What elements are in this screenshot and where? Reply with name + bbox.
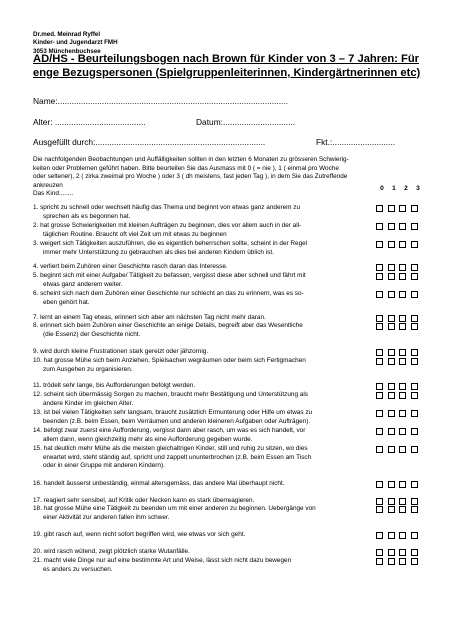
- rating-checkbox-1[interactable]: [388, 264, 395, 271]
- question-text: 13. ist bei vielen Tätigkeiten sehr langsam, braucht zusätzlich Ermunterung oder Hilfe um etwas zu: [33, 409, 313, 416]
- rating-checkbox-3[interactable]: [411, 446, 418, 453]
- rating-checkboxes: [376, 205, 418, 212]
- rating-checkbox-3[interactable]: [411, 205, 418, 212]
- rating-checkbox-0[interactable]: [376, 241, 383, 248]
- question-item: [33, 427, 373, 444]
- rating-checkbox-2[interactable]: [399, 223, 406, 230]
- question-text: 19. gibt rasch auf, wenn nicht sofort begriffen wird, wie etwas vor sich geht.: [33, 531, 246, 538]
- question-item: [33, 480, 373, 489]
- doctor-specialty: Kinder- und Jugendarzt FMH: [33, 39, 118, 47]
- rating-checkbox-3[interactable]: [411, 223, 418, 230]
- rating-checkbox-3[interactable]: [411, 241, 418, 248]
- question-text: sprechen als es begonnen hat.: [43, 212, 131, 220]
- doctor-location: 3053 Münchenbuchsee: [33, 47, 101, 55]
- question-item: [33, 382, 373, 391]
- question-text: 17. reagiert sehr sensibel, auf Kritik oder Necken kann es stark überreagieren.: [33, 497, 255, 504]
- rating-checkboxes: [376, 410, 418, 417]
- question-text: 21. macht viele Dinge nur auf eine bestimmte Art und Weise, lässt sich nicht dazu bewegen: [33, 557, 292, 564]
- instructions-line: Das Kind........: [33, 190, 74, 198]
- rating-checkbox-0[interactable]: [376, 223, 383, 230]
- rating-checkbox-3[interactable]: [411, 549, 418, 556]
- question-text: es anders zu versuchen.: [43, 565, 113, 573]
- rating-checkbox-3[interactable]: [411, 410, 418, 417]
- rating-checkbox-2[interactable]: [399, 549, 406, 556]
- scale-label-2: 2: [404, 185, 408, 192]
- rating-checkboxes: [376, 323, 418, 330]
- question-text: täglichen Routine. Braucht oft viel Zeit um mit etwas zu beginnen: [43, 230, 227, 238]
- rating-checkbox-1[interactable]: [388, 205, 395, 212]
- rating-checkbox-0[interactable]: [376, 323, 383, 330]
- function-field[interactable]: Fkt.:...........................: [316, 137, 396, 147]
- rating-checkbox-2[interactable]: [399, 392, 406, 399]
- question-text: 8. erinnert sich beim Zuhören einer Geschichte an einige Details, begreift aber das Wesentliche: [33, 322, 303, 329]
- rating-checkbox-0[interactable]: [376, 446, 383, 453]
- rating-checkbox-2[interactable]: [399, 558, 406, 565]
- question-item: [33, 272, 373, 289]
- rating-checkboxes: [376, 358, 418, 365]
- rating-checkbox-2[interactable]: [399, 410, 406, 417]
- title-line-2: enge Bezugspersonen (Spielgruppenleiterinnen, Kindergärtnerinnen etc): [33, 66, 421, 79]
- question-item: [33, 445, 373, 471]
- doctor-name: Dr.med. Meinrad Ryffel: [33, 31, 101, 38]
- rating-checkbox-3[interactable]: [411, 358, 418, 365]
- rating-checkbox-1[interactable]: [388, 428, 395, 435]
- rating-checkbox-2[interactable]: [399, 481, 406, 488]
- rating-checkbox-2[interactable]: [399, 498, 406, 505]
- scale-label-1: 1: [392, 185, 396, 192]
- rating-checkbox-1[interactable]: [388, 549, 395, 556]
- rating-checkbox-0[interactable]: [376, 558, 383, 565]
- rating-checkbox-0[interactable]: [376, 205, 383, 212]
- question-text: 1. spricht zu schnell oder wechselt häufig das Thema und beginnt von etwas ganz anderem zu: [33, 204, 301, 211]
- question-text: erwartet wird, steht ständig auf, spricht und zappelt ununterbrochen (z.B. beim Essen am Tisch: [43, 453, 312, 461]
- rating-checkbox-2[interactable]: [399, 273, 406, 280]
- question-text: oder in einer Gruppe mit anderen Kindern).: [43, 462, 165, 470]
- age-field[interactable]: Alter: .......................................: [33, 117, 146, 127]
- rating-checkboxes: [376, 498, 418, 505]
- rating-checkbox-0[interactable]: [376, 349, 383, 356]
- question-text: 2. hat grosse Schwierigkeiten mit kleinen Aufträgen zu beginnen, dies vor allem auch in der all-: [33, 222, 302, 229]
- instructions-line: Die nachfolgenden Beobachtungen und Auffälligkeiten sollten in den letzten 6 Monaten zu grösseren Schwierig-: [33, 156, 349, 163]
- rating-checkbox-2[interactable]: [399, 205, 406, 212]
- rating-checkbox-0[interactable]: [376, 532, 383, 539]
- rating-checkbox-1[interactable]: [388, 291, 395, 298]
- rating-checkboxes: [376, 558, 418, 565]
- question-text: 7. lernt an einem Tag etwas, erinnert sich aber am nächsten Tag nicht mehr daran.: [33, 314, 266, 321]
- rating-checkbox-1[interactable]: [388, 323, 395, 330]
- question-text: 4. verliert beim Zuhören einer Geschichte rasch daran das Interesse.: [33, 263, 228, 270]
- rating-checkbox-2[interactable]: [399, 241, 406, 248]
- question-text: 3. weigert sich Tätigkeiten auszuführen, die es eigentlich beherrschen sollte, scheint in der Regel: [33, 240, 308, 247]
- rating-checkbox-3[interactable]: [411, 428, 418, 435]
- rating-checkbox-1[interactable]: [388, 481, 395, 488]
- rating-checkbox-3[interactable]: [411, 383, 418, 390]
- rating-checkboxes: [376, 291, 418, 298]
- date-field[interactable]: Datum:...............................: [196, 117, 296, 127]
- rating-checkbox-3[interactable]: [411, 323, 418, 330]
- rating-checkbox-1[interactable]: [388, 498, 395, 505]
- question-item: [33, 322, 373, 339]
- rating-checkbox-0[interactable]: [376, 392, 383, 399]
- rating-checkbox-1[interactable]: [388, 383, 395, 390]
- rating-checkbox-0[interactable]: [376, 383, 383, 390]
- rating-checkbox-2[interactable]: [399, 446, 406, 453]
- rating-checkbox-3[interactable]: [411, 506, 418, 513]
- question-item: [33, 391, 373, 408]
- rating-checkbox-0[interactable]: [376, 498, 383, 505]
- rating-checkboxes: [376, 549, 418, 556]
- question-text: eben gehört hat.: [43, 298, 90, 306]
- rating-checkbox-1[interactable]: [388, 532, 395, 539]
- question-text: etwas ganz anderem weiter.: [43, 280, 123, 288]
- question-text: 11. trödelt sehr lange, bis Aufforderungen befolgt werden.: [33, 382, 196, 389]
- rating-checkbox-0[interactable]: [376, 291, 383, 298]
- rating-checkbox-2[interactable]: [399, 291, 406, 298]
- question-text: 20. wird rasch wütend, zeigt plötzlich starke Wutanfälle.: [33, 548, 190, 555]
- rating-checkbox-0[interactable]: [376, 506, 383, 513]
- rating-checkbox-1[interactable]: [388, 315, 395, 322]
- question-text: einer Aktivität zur anderen fallen ihm schwer.: [43, 513, 170, 521]
- question-text: 15. hat deutlich mehr Mühe als die meisten gleichaltrigen Kinder, still und ruhig zu sitzen, wo dies: [33, 445, 308, 452]
- rating-checkbox-2[interactable]: [399, 506, 406, 513]
- question-item: [33, 222, 373, 239]
- question-item: [33, 505, 373, 522]
- rating-checkboxes: [376, 392, 418, 399]
- instructions-line: oder seltener), 2 ( zirka zweimal pro Woche ) oder 3 ( dh meistens, fast jeden Tag ), in dem Sie das Zutreffende: [33, 173, 348, 181]
- rating-checkboxes: [376, 273, 418, 280]
- rating-checkboxes: [376, 481, 418, 488]
- question-text: 9. wird durch kleine Frustrationen stark gereizt oder jähzornig.: [33, 348, 209, 355]
- rating-checkbox-0[interactable]: [376, 315, 383, 322]
- rating-checkboxes: [376, 264, 418, 271]
- question-text: 16. handelt äusserst unbeständig, einmal altersgemäss, das andere Mal überhaupt nicht.: [33, 480, 285, 487]
- question-item: [33, 409, 373, 426]
- question-item: [33, 557, 373, 574]
- question-text: 12. scheint sich übermässig Sorgen zu machen, braucht mehr Bestätigung und Unterstützung als: [33, 391, 308, 398]
- rating-checkboxes: [376, 349, 418, 356]
- rating-checkbox-3[interactable]: [411, 532, 418, 539]
- question-text: allem dann, wenn gleichzeitig mehr als eine Aufforderung gegeben wurde.: [43, 435, 253, 443]
- question-item: [33, 263, 373, 272]
- rating-checkbox-1[interactable]: [388, 410, 395, 417]
- question-text: andere Kinder im gleichen Alter.: [43, 399, 134, 407]
- question-item: [33, 348, 373, 357]
- rating-checkbox-1[interactable]: [388, 241, 395, 248]
- question-text: beenden (z.B. beim Essen, beim Verräumen und anderen kleineren Aufgaben oder Aufträgen).: [43, 417, 311, 425]
- question-item: [33, 290, 373, 307]
- rating-checkbox-0[interactable]: [376, 410, 383, 417]
- question-text: zum Ausgehen zu organisieren.: [43, 365, 133, 373]
- rating-checkbox-2[interactable]: [399, 383, 406, 390]
- rating-checkbox-1[interactable]: [388, 349, 395, 356]
- rating-checkboxes: [376, 428, 418, 435]
- rating-checkbox-1[interactable]: [388, 446, 395, 453]
- question-item: [33, 357, 373, 374]
- rating-checkbox-2[interactable]: [399, 428, 406, 435]
- rating-checkbox-3[interactable]: [411, 349, 418, 356]
- question-text: 6. scheint sich nach dem Zuhören einer Geschichte nur schlecht an das zu erinnern, was es so-: [33, 290, 304, 297]
- rating-checkboxes: [376, 241, 418, 248]
- rating-checkbox-1[interactable]: [388, 358, 395, 365]
- question-text: 5. beginnt sich mit einer Aufgabe/ Tätigkeit zu befassen, vergisst diese aber schnell und fährt mit: [33, 272, 306, 279]
- rating-checkboxes: [376, 383, 418, 390]
- rating-checkbox-0[interactable]: [376, 549, 383, 556]
- scale-label-3: 3: [416, 185, 420, 192]
- title-line-1: AD/HS - Beurteilungsbogen nach Brown für Kinder von 3 – 7 Jahren: Für: [33, 53, 420, 65]
- rating-checkbox-3[interactable]: [411, 498, 418, 505]
- rating-checkbox-2[interactable]: [399, 349, 406, 356]
- rating-checkbox-1[interactable]: [388, 273, 395, 280]
- rating-checkbox-3[interactable]: [411, 291, 418, 298]
- question-text: 10. hat grosse Mühe sich beim Anziehen, Spielsachen wegräumen oder beim sich Fertigmachen: [33, 357, 306, 364]
- rating-checkbox-2[interactable]: [399, 323, 406, 330]
- rating-checkbox-2[interactable]: [399, 532, 406, 539]
- rating-checkbox-1[interactable]: [388, 392, 395, 399]
- rating-checkboxes: [376, 506, 418, 513]
- rating-checkbox-2[interactable]: [399, 315, 406, 322]
- name-field[interactable]: Name:...................................................................................................: [33, 96, 289, 106]
- rating-checkbox-0[interactable]: [376, 358, 383, 365]
- rating-checkbox-0[interactable]: [376, 264, 383, 271]
- question-item: [33, 204, 373, 221]
- rating-checkboxes: [376, 446, 418, 453]
- instructions-line: keiten oder Problemen geführt haben. Bitte beurteilen Sie das Ausmass mit 0 ( = nie ), 1 ( einmal pro Woche: [33, 164, 339, 172]
- instructions: [33, 156, 438, 199]
- rating-checkbox-1[interactable]: [388, 223, 395, 230]
- rating-checkbox-3[interactable]: [411, 264, 418, 271]
- question-text: immer mehr Unterstützung zu gebrauchen als dies bei anderen Kindern üblich ist.: [43, 248, 274, 256]
- rating-checkbox-3[interactable]: [411, 315, 418, 322]
- rating-checkboxes: [376, 315, 418, 322]
- rating-checkbox-3[interactable]: [411, 273, 418, 280]
- rating-checkboxes: [376, 223, 418, 230]
- question-text: (die Essenz) der Geschichte nicht.: [43, 330, 141, 338]
- document-title: [33, 53, 433, 80]
- rating-checkbox-2[interactable]: [399, 358, 406, 365]
- filled-by-field[interactable]: Ausgefüllt durch:.........................................................................: [33, 137, 266, 147]
- rating-checkboxes: [376, 532, 418, 539]
- rating-checkbox-0[interactable]: [376, 273, 383, 280]
- scale-label-0: 0: [380, 185, 384, 192]
- rating-checkbox-3[interactable]: [411, 558, 418, 565]
- rating-checkbox-0[interactable]: [376, 481, 383, 488]
- instructions-line: ankreuzen: [33, 181, 63, 189]
- question-item: [33, 531, 373, 540]
- rating-checkbox-1[interactable]: [388, 506, 395, 513]
- rating-checkbox-3[interactable]: [411, 481, 418, 488]
- question-item: [33, 240, 373, 257]
- question-item: [33, 548, 373, 557]
- rating-checkbox-3[interactable]: [411, 392, 418, 399]
- question-text: 18. hat grosse Mühe eine Tätigkeit zu beenden um mit einer anderen zu beginnen. Uebergänge von: [33, 505, 316, 512]
- rating-checkbox-2[interactable]: [399, 264, 406, 271]
- rating-checkbox-1[interactable]: [388, 558, 395, 565]
- question-text: 14. befolgt zwar zuerst eine Aufforderung, vergisst dann aber rasch, um was es sich handelt, vor: [33, 427, 306, 434]
- rating-checkbox-0[interactable]: [376, 428, 383, 435]
